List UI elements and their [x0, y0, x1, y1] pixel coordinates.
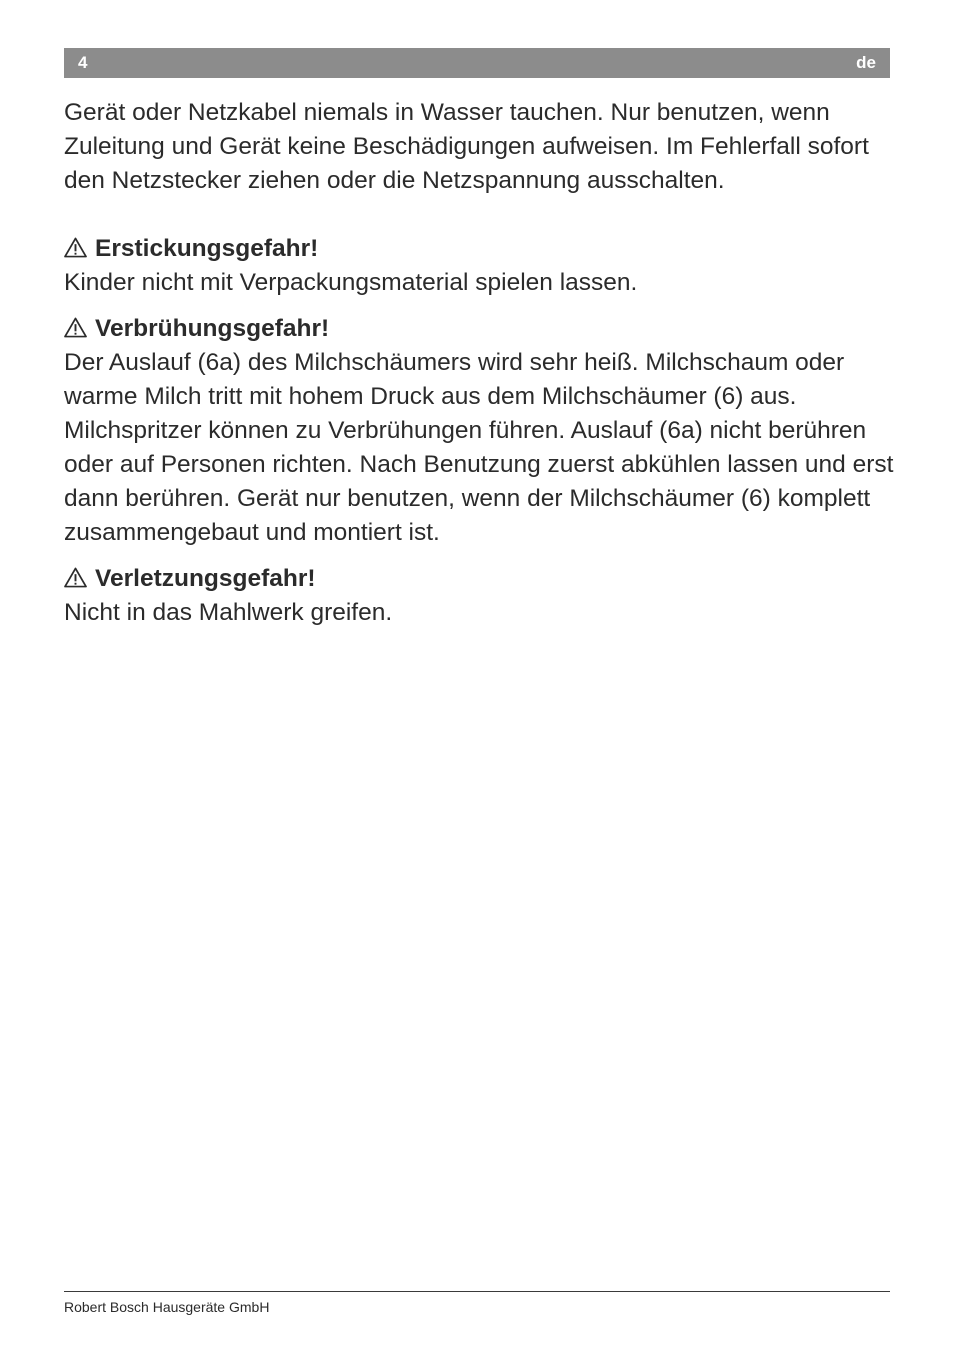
warning-heading: [64, 312, 894, 346]
language-code: de: [856, 53, 876, 72]
warning-triangle-icon: [64, 237, 87, 258]
page-number: 4: [78, 53, 88, 72]
intro-paragraph: Gerät oder Netzkabel niemals in Wasser tauchen. Nur benutzen, wenn Zuleitung und Gerät keine Beschädigungen aufweisen. Im Fehlerfall sofort den Netzstecker ziehen oder die Netzspannung ausschalten.: [64, 99, 869, 194]
warning-title: Verletzungsgefahr!: [95, 565, 316, 592]
warning-title: Erstickungsgefahr!: [95, 235, 319, 262]
warning-section-suffocation: [64, 232, 894, 300]
footer-company: Robert Bosch Hausgeräte GmbH: [64, 1299, 270, 1315]
warning-text: Der Auslauf (6a) des Milchschäumers wird sehr heiß. Milchschaum oder warme Milch tritt mit hohem Druck aus dem Milchschäumer (6) aus. Milchspritzer können zu Verbrühungen führen. Auslauf (6a) nicht berühren oder auf Personen richten. Nach Benutzung zuerst abkühlen lassen und erst dann berühren. Gerät nur benutzen, wenn der Milchschäumer (6) komplett zusammengebaut und montiert ist.: [64, 349, 894, 546]
warning-text: Nicht in das Mahlwerk greifen.: [64, 599, 393, 626]
warning-section-injury: [64, 562, 894, 630]
footer-divider: [64, 1291, 890, 1292]
warning-title: Verbrühungsgefahr!: [95, 315, 330, 342]
warning-triangle-icon: [64, 317, 87, 338]
page-content: [64, 96, 894, 630]
page-header-bar: [64, 48, 890, 78]
warning-heading: [64, 232, 894, 266]
warning-triangle-icon: [64, 567, 87, 588]
warning-heading: [64, 562, 894, 596]
warning-text: Kinder nicht mit Verpackungsmaterial spielen lassen.: [64, 269, 638, 296]
warning-section-scalding: [64, 312, 894, 550]
